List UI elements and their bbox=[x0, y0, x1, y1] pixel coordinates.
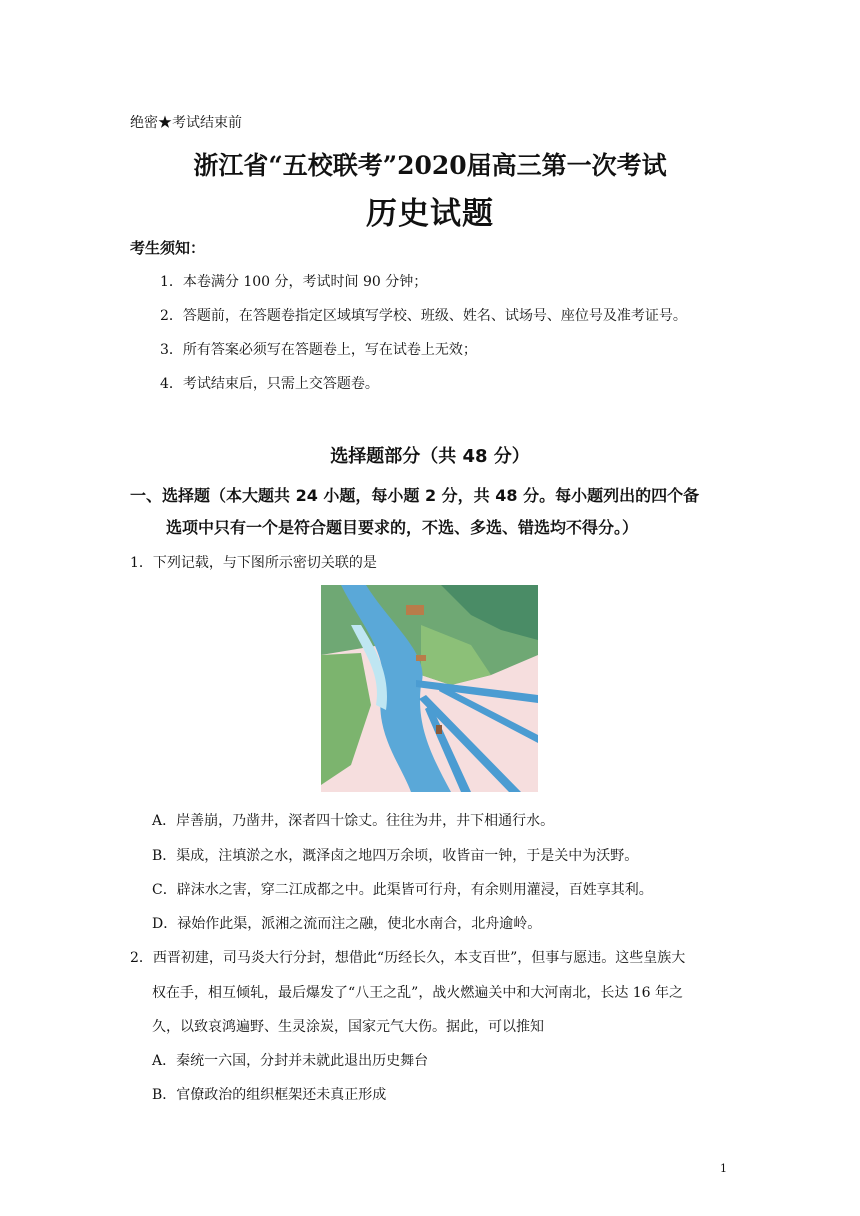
question-1-option-b: B．渠成，注填淤之水，溉泽卤之地四万余顷，收皆亩一钟，于是关中为沃野。 bbox=[152, 848, 639, 864]
notice-item: 4．考试结束后，只需上交答题卷。 bbox=[160, 376, 379, 392]
notice-item: 2．答题前，在答题卷指定区域填写学校、班级、姓名、试场号、座位号及准考证号。 bbox=[160, 308, 687, 324]
question-1-option-d: D．禄始作此渠，派湘之流而注之融，使北水南合，北舟逾岭。 bbox=[152, 916, 542, 932]
question-1-option-a: A．岸善崩，乃凿井，深者四十馀丈。往往为井，井下相通行水。 bbox=[152, 813, 555, 829]
question-2-stem-line2: 权在手，相互倾轧，最后爆发了“八王之乱”，战火燃遍关中和大河南北，长达 16 年之 bbox=[152, 985, 684, 1001]
secret-label: 绝密★考试结束前 bbox=[130, 115, 242, 131]
subject-title: 历史试题 bbox=[366, 196, 494, 232]
page-number: 1 bbox=[720, 1162, 727, 1175]
question-2-option-b: B．官僚政治的组织框架还未真正形成 bbox=[152, 1087, 387, 1103]
question-2-option-a: A．秦统一六国，分封并未就此退出历史舞台 bbox=[152, 1053, 429, 1069]
question-2-stem-line1: 2．西晋初建，司马炎大行分封，想借此“历经长久，本支百世”，但事与愿违。这些皇族大 bbox=[130, 950, 686, 966]
question-2-stem-line3: 久，以致哀鸿遍野、生灵涂炭，国家元气大伤。据此，可以推知 bbox=[152, 1019, 544, 1035]
section-instruction-line1: 一、选择题（本大题共 24 小题，每小题 2 分，共 48 分。每小题列出的四个备 bbox=[130, 486, 700, 505]
part-title: 选择题部分（共 48 分） bbox=[330, 446, 530, 467]
notice-item: 3．所有答案必须写在答题卷上，写在试卷上无效； bbox=[160, 342, 477, 358]
notice-heading: 考生须知： bbox=[130, 239, 206, 257]
question-1-stem: 1．下列记载，与下图所示密切关联的是 bbox=[130, 555, 377, 571]
irrigation-map-image bbox=[321, 585, 538, 792]
question-1-option-c: C．辟沫水之害，穿二江成都之中。此渠皆可行舟，有余则用灌浸，百姓享其利。 bbox=[152, 882, 653, 898]
exam-title: 浙江省“五校联考”2020届高三第一次考试 bbox=[193, 151, 667, 180]
section-instruction-line2: 选项中只有一个是符合题目要求的，不选、多选、错选均不得分。） bbox=[166, 518, 639, 537]
notice-item: 1．本卷满分 100 分，考试时间 90 分钟； bbox=[160, 274, 428, 290]
